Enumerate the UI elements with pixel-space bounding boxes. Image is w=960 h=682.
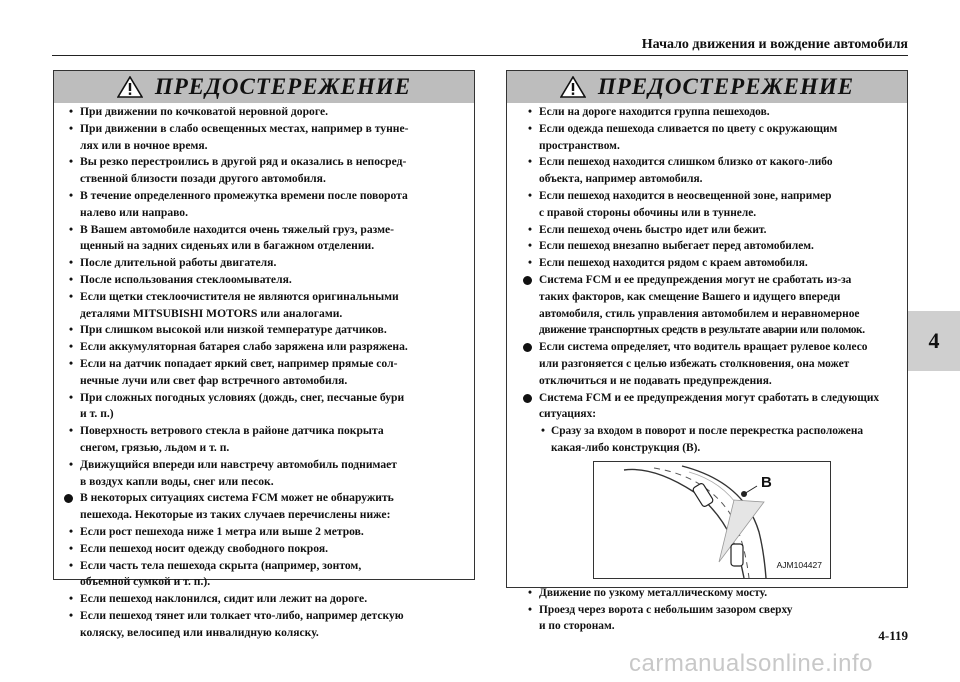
list-item: • Если одежда пешехода сливается по цвету с окружающим пространством. xyxy=(523,121,903,155)
list-item: • При движении в слабо освещенных местах, например в тунне- лях или в ночное время. xyxy=(64,121,466,155)
list-item: • Если пешеход наклонился, сидит или лежит на дороге. xyxy=(64,591,466,608)
list-item: • После использования стеклоомывателя. xyxy=(64,272,466,289)
list-item: • В течение определенного промежутка времени после поворота налево или направо. xyxy=(64,188,466,222)
circle-list-item: Система FCM и ее предупреждения могут не сработать из-за таких факторов, как смещение Вашего и идущего впереди автомобиля, стиль управления автомобилем и неравномерное движение транспортных средств в результате аварии или поломок. xyxy=(523,272,903,339)
circle-list-item: Если система определяет, что водитель вращает рулевое колесо или разгоняется с целью избежать столкновения, она может отключиться и не подавать предупреждения. xyxy=(523,339,903,389)
figure-letter-label: B xyxy=(761,473,772,491)
list-item: • Если щетки стеклоочистителя не являются оригинальными деталями MITSUBISHI MOTORS или аналогами. xyxy=(64,289,466,323)
list-item: • Движение по узкому металлическому мосту. xyxy=(523,585,903,602)
watermark: carmanualsonline.info xyxy=(629,650,873,677)
list-item: • Если часть тела пешехода скрыта (например, зонтом, объемной сумкой и т. п.). xyxy=(64,558,466,592)
left-warning-box xyxy=(53,70,475,639)
right-warning-box xyxy=(506,70,908,633)
curve-structure-figure xyxy=(593,461,831,579)
right-warning-header xyxy=(507,71,907,103)
list-item: • Если на дороге находится группа пешеходов. xyxy=(523,104,903,121)
left-warning-body xyxy=(54,103,474,642)
list-item: • Если пешеход находится рядом с краем автомобиля. xyxy=(523,255,903,272)
list-item: • Вы резко перестроились в другой ряд и оказались в непосред- ственной близости позади другого автомобиля. xyxy=(64,154,466,188)
warning-triangle-icon xyxy=(560,76,586,98)
right-warning-body xyxy=(507,103,907,635)
list-item: • Если пешеход находится слишком близко от какого-либо объекта, например автомобиля. xyxy=(523,154,903,188)
list-item: • Если пешеход внезапно выбегает перед автомобилем. xyxy=(523,238,903,255)
header-rule xyxy=(52,55,908,56)
list-item: • Если пешеход носит одежду свободного покроя. xyxy=(64,541,466,558)
list-item: • После длительной работы двигателя. xyxy=(64,255,466,272)
list-item: • При слишком высокой или низкой температуре датчиков. xyxy=(64,322,466,339)
left-warning-header xyxy=(54,71,474,103)
circle-list-item: В некоторых ситуациях система FCM может не обнаружить пешехода. Некоторые из таких случаев перечислены ниже: xyxy=(64,490,466,524)
list-item: • Если пешеход очень быстро идет или бежит. xyxy=(523,222,903,239)
page-number: 4-119 xyxy=(878,628,908,643)
list-item: • Проезд через ворота с небольшим зазором сверху и по сторонам. xyxy=(523,602,903,636)
left-warning-title: ПРЕДОСТЕРЕЖЕНИЕ xyxy=(154,74,412,99)
list-item: • Движущийся впереди или навстречу автомобиль поднимает в воздух капли воды, снег или песок. xyxy=(64,457,466,491)
list-item: • Сразу за входом в поворот и после перекрестка расположена какая-либо конструкция (B). xyxy=(523,423,903,457)
list-item: • Если рост пешехода ниже 1 метра или выше 2 метров. xyxy=(64,524,466,541)
warning-triangle-icon xyxy=(117,76,143,98)
list-item: • Если на датчик попадает яркий свет, например прямые сол- нечные лучи или свет фар встречного автомобиля. xyxy=(64,356,466,390)
circle-list-item: Система FCM и ее предупреждения могут сработать в следующих ситуациях: xyxy=(523,390,903,424)
list-item: • Если аккумуляторная батарея слабо заряжена или разряжена. xyxy=(64,339,466,356)
list-item: • Если пешеход тянет или толкает что-либо, например детскую коляску, велосипед или инвалидную коляску. xyxy=(64,608,466,642)
list-item: • Если пешеход находится в неосвещенной зоне, например с правой стороны обочины или в туннеле. xyxy=(523,188,903,222)
list-item: • В Вашем автомобиле находится очень тяжелый груз, разме- щенный на задних сиденьях или в багажном отделении. xyxy=(64,222,466,256)
page-header-title: Начало движения и вождение автомобиля xyxy=(641,37,908,52)
figure-code: AJM104427 xyxy=(776,559,822,570)
chapter-tab: 4 xyxy=(908,311,960,371)
list-item: • При движении по кочковатой неровной дороге. xyxy=(64,104,466,121)
list-item: • Поверхность ветрового стекла в районе датчика покрыта снегом, грязью, льдом и т. п. xyxy=(64,423,466,457)
right-warning-title: ПРЕДОСТЕРЕЖЕНИЕ xyxy=(597,74,855,99)
list-item: • При сложных погодных условиях (дождь, снег, песчаные бури и т. п.) xyxy=(64,390,466,424)
